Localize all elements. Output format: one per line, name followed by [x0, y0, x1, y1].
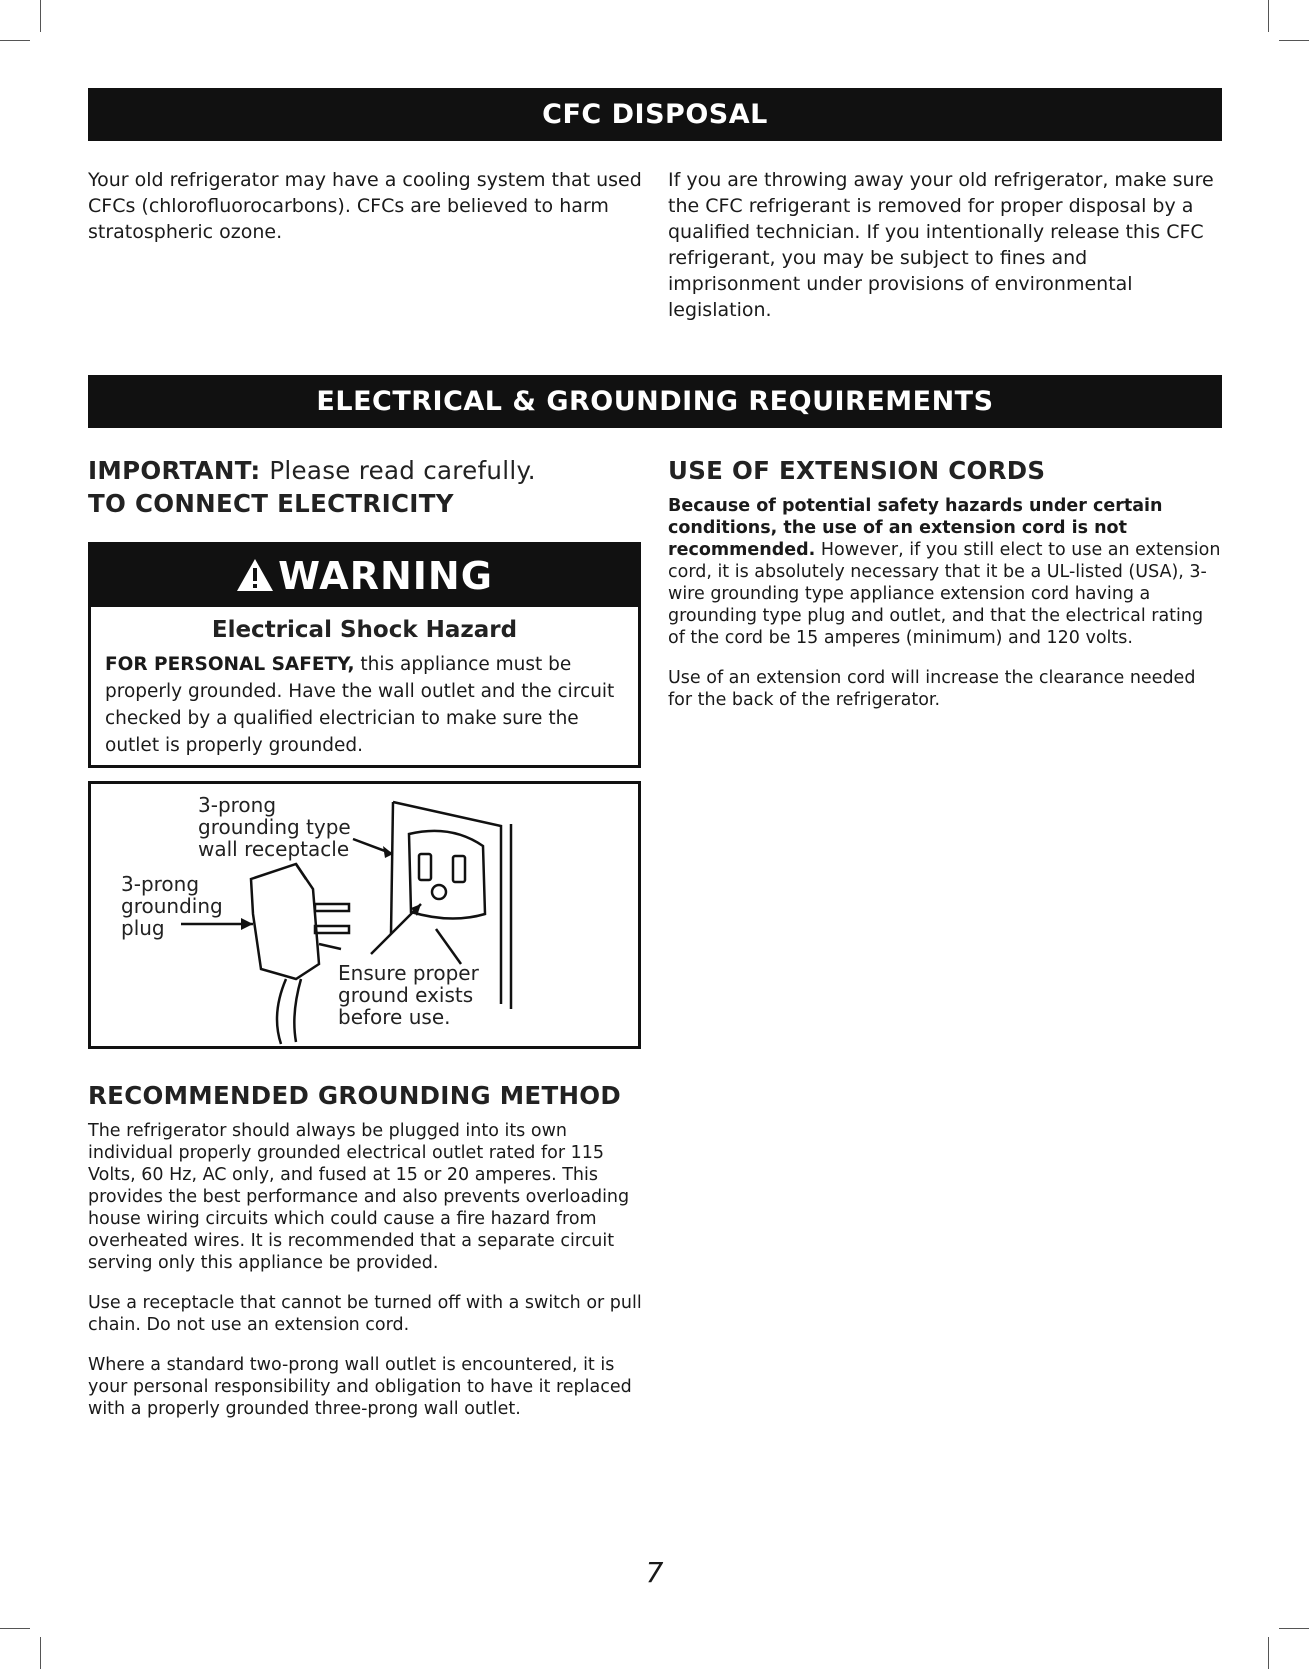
crop-mark [40, 1637, 41, 1669]
extension-cords-section [668, 456, 1223, 711]
connect-heading: TO CONNECT ELECTRICITY [88, 489, 454, 518]
warning-box [88, 542, 641, 768]
cfc-section-title: CFC DISPOSAL [88, 88, 1222, 141]
extension-body: However, if you still elect to use an extension cord, it is absolutely necessary that it be a UL-listed (USA), 3-wire grounding type appliance extension cord having a grounding type plug and outlet, and that the electrical rating of the cord be 15 amperes (minimum) and 120 volts. [668, 540, 1221, 648]
extension-text-2: Use of an extension cord will increase the clearance needed for the back of the refrigerator. [668, 668, 1196, 710]
warning-subtitle: Electrical Shock Hazard [211, 617, 518, 643]
extension-text [668, 495, 1223, 649]
warning-text [105, 651, 624, 759]
receptacle-label-line: 3-prong [198, 793, 277, 817]
warning-title: WARNING [278, 554, 493, 598]
crop-mark [0, 1628, 30, 1629]
crop-mark [1268, 0, 1269, 32]
extension-bold-text: Because of potential safety hazards under certain conditions, the use of an extension cord is not recommended. [668, 496, 1163, 560]
crop-mark [1268, 1637, 1269, 1669]
ensure-ground-label [338, 962, 479, 1028]
grounding-paragraph-1: The refrigerator should always be plugged into its own individual properly grounded electrical outlet rated for 115 Volts, 60 Hz, AC only, and fused at 15 or 20 amperes. This provides the best performance and also prevents overloading house wiring circuits which could cause a fire hazard from overheated wires. It is recommended that a separate circuit serving only this appliance be provided. [88, 1121, 630, 1273]
ensure-label-line: Ensure proper [338, 961, 479, 985]
crop-mark [0, 40, 30, 41]
grounding-heading: RECOMMENDED GROUNDING METHOD [88, 1081, 622, 1110]
ensure-label-line: ground exists [338, 983, 474, 1007]
crop-mark [1279, 1628, 1309, 1629]
grounding-paragraph-3: Where a standard two-prong wall outlet is encountered, it is your personal responsibility and obligation to have it replaced with a properly grounded three-prong wall outlet. [88, 1355, 632, 1419]
plug-label-line: plug [121, 916, 165, 940]
crop-mark [40, 0, 41, 32]
cfc-left-text: Your old refrigerator may have a cooling system that used CFCs (chlorofluorocarbons). CFCs are believed to harm stratospheric ozone. [88, 169, 642, 243]
ensure-label-line: before use. [338, 1005, 451, 1029]
grounding-figure [88, 781, 641, 1049]
plug-label-line: grounding [121, 894, 223, 918]
warning-triangle-icon [236, 558, 274, 592]
important-heading-block [88, 456, 648, 518]
important-heading [88, 456, 648, 485]
receptacle-label [198, 794, 351, 860]
warning-bold-lead: FOR PERSONAL SAFETY, [105, 654, 355, 675]
electrical-section-title: ELECTRICAL & GROUNDING REQUIREMENTS [88, 375, 1222, 428]
grounding-paragraph-2: Use a receptacle that cannot be turned off with a switch or pull chain. Do not use an extension cord. [88, 1293, 642, 1335]
plug-label [121, 873, 223, 939]
warning-body: this appliance must be properly grounded. Have the wall outlet and the circuit checked by a qualified electrician to make sure the outlet is properly grounded. [105, 654, 615, 756]
extension-heading: USE OF EXTENSION CORDS [668, 456, 1046, 485]
cfc-right-text: If you are throwing away your old refrigerator, make sure the CFC refrigerant is removed for proper disposal by a qualified technician. If you intentionally release this CFC refrigerant, you may be subject to fines and imprisonment under provisions of environmental legislation. [668, 169, 1214, 321]
warning-header [91, 545, 638, 607]
plug-label-line: 3-prong [121, 872, 200, 896]
receptacle-label-line: grounding type [198, 815, 351, 839]
important-text: Please read carefully. [269, 456, 536, 485]
grounding-method-section [88, 1081, 648, 1420]
important-label: IMPORTANT: [88, 456, 261, 485]
page-number: 7 [645, 1556, 664, 1589]
crop-mark [1279, 40, 1309, 41]
receptacle-label-line: wall receptacle [198, 837, 350, 861]
